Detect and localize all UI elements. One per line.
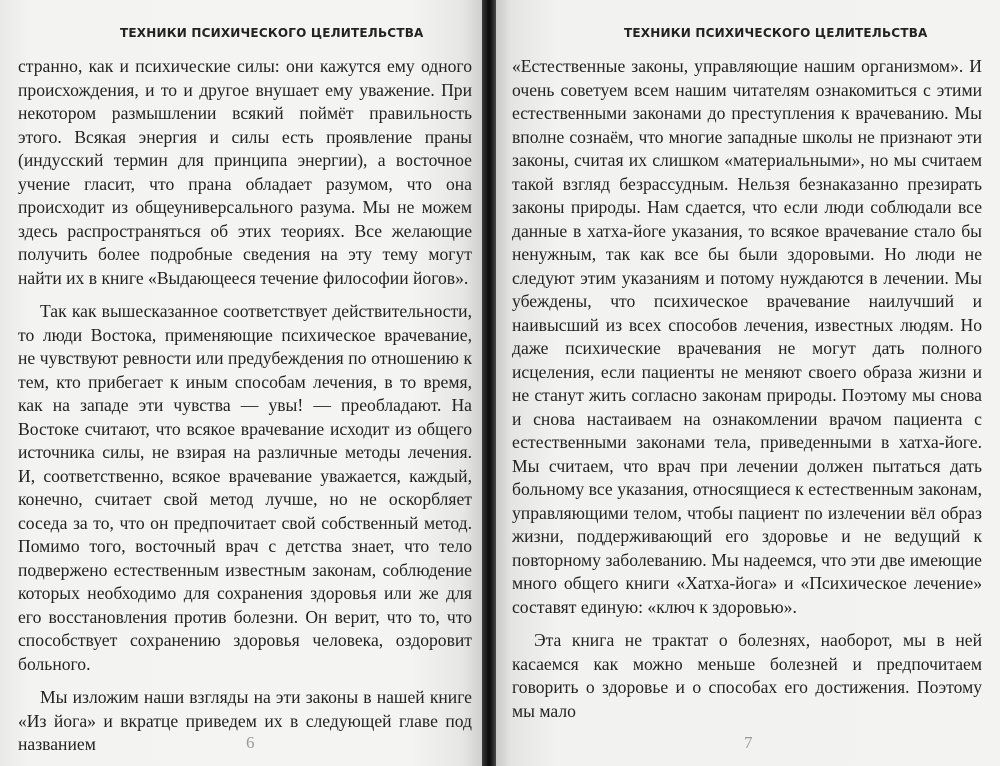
running-header: ТЕХНИКИ ПСИХИЧЕСКОГО ЦЕЛИТЕЛЬСТВА [624, 26, 928, 40]
body-text [512, 55, 982, 723]
paragraph: странно, как и психические силы: они кажутся ему одного происхождения, и то и другое внушает ему уважение. При некотором размышлении всякий поймёт правильность этого. Всякая энергия и силы есть проявление праны (индусский термин для принципа энергии), а восточное учение гласит, что прана обладает разумом, что она происходит из общеуниверсального разума. Мы не можем здесь распространяться об этих теориях. Все желающие получить более подробные сведения на эту тему могут найти их в книге «Выдающееся течение философии йогов». [18, 56, 472, 288]
right-page [496, 0, 1000, 766]
paragraph: Мы изложим наши взгляды на эти законы в нашей книге «Из йога» и вкратце приведем их в следующей главе под названием [18, 687, 472, 754]
running-header: ТЕХНИКИ ПСИХИЧЕСКОГО ЦЕЛИТЕЛЬСТВА [120, 26, 424, 40]
body-text [18, 55, 472, 757]
paragraph: «Естественные законы, управляющие нашим организмом». И очень советуем всем нашим читателям ознакомиться с этими естественными законами до преступления к врачеванию. Мы вполне сознаём, что многие западные школы не признают эти законы, считая их слишком «материальными», но мы считаем такой взгляд безрассудным. Нельзя безнаказанно презирать законы природы. Нам сдается, что если люди соблюдали все данные в хатха-йоге указания, то всякое врачевание стало бы ненужным, так как все бы были здоровыми. Но люди не следуют этим указаниям и потому нуждаются в лечении. Мы убеждены, что психическое врачевание наилучший и наивысший из всех способов лечения, известных людям. Но даже психические врачевания не могут дать полного исцеления, если пациенты не меняют своего образа жизни и не станут жить согласно законам природы. Поэтому мы снова и снова настаиваем на ознакомлении врачом пациента с естественными законами тела, приведенными в хатха-йоге. Мы считаем, что врач при лечении должен пытаться дать больному все указания, относящиеся к естественным законам, управляющими телом, чтобы пациент по излечении вёл образ жизни, поддерживающий его здоровье и не ведущий к повторному заболеванию. Мы надеемся, что эти две имеющие много общего книги «Хатха-йога» и «Психическое лечение» составят единую: «ключ к здоровью». [512, 56, 982, 617]
left-page [0, 0, 482, 766]
book-gutter [482, 0, 496, 766]
page-number: 6 [246, 733, 255, 752]
paragraph: Так как вышесказанное соответствует действительности, то люди Востока, применяющие психическое врачевание, не чувствуют ревности или предубеждения по отношению к тем, кто прибегает к иным способам лечения, в то время, как на западе эти чувства — увы! — преобладают. На Востоке считают, что всякое врачевание исходит из общего источника силы, не взирая на различные методы лечения. И, соответственно, всякое врачевание уважается, каждый, конечно, считает свой метод лучше, но не оскорбляет соседа за то, что он предпочитает свой собственный метод. Помимо того, восточный врач с детства знает, что тело подвержено естественным известным законам, соблюдение которых необходимо для сохранения здоровья или же для его восстановления против болезни. Он верит, что то, что способствует сохранению здоровья человека, оздоровит больного. [18, 301, 472, 674]
page-number: 7 [744, 733, 753, 752]
paragraph: Эта книга не трактат о болезнях, наоборот, мы в ней касаемся как можно меньше болезней и предпочитаем говорить о здоровье и о способах его достижения. Поэтому мы мало [512, 630, 982, 721]
